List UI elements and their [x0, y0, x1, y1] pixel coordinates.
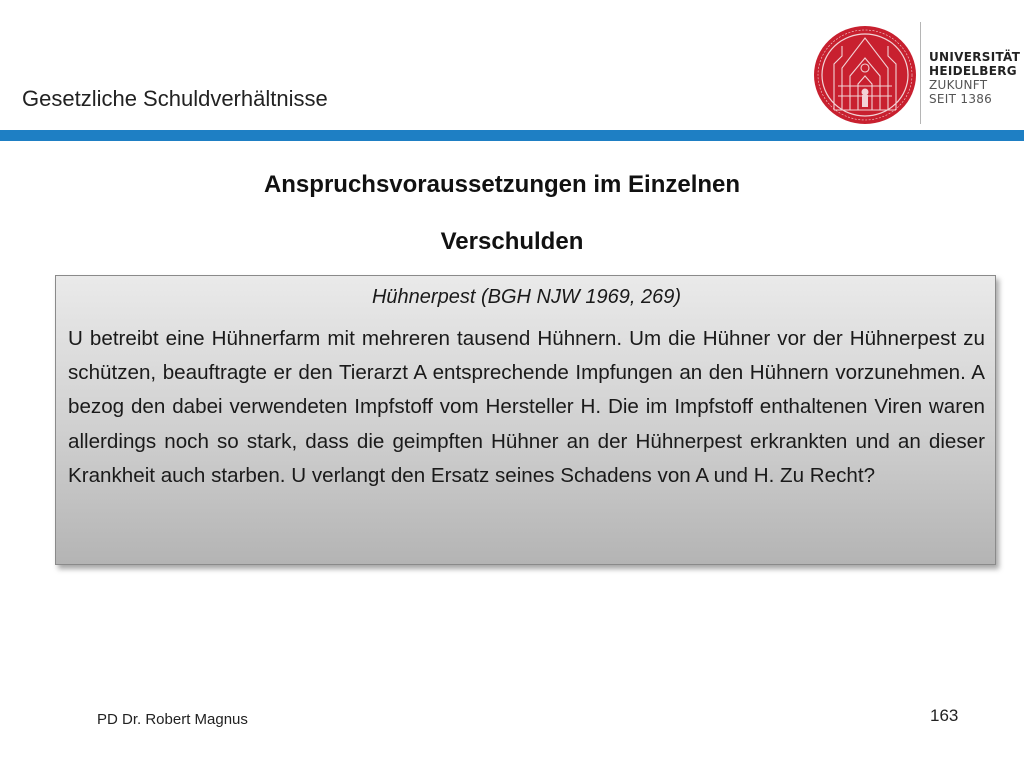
case-text: U betreibt eine Hühnerfarm mit mehreren tausend Hühnern. Um die Hühner vor der Hühnerpest zu schützen, beauftragte er den Tierarzt A entsprechende Impfungen an den Hühnern vorzunehmen. A bezog den dabei verwendeten Impfstoff vom Hersteller H. Die im Impfstoff enthaltenen Viren waren allerdings noch so stark, dass die geimpften Hühner an der Hühnerpest erkrankten und an dieser Krankheit auch starben. U verlangt den Ersatz seines Schadens von A und H. Zu Recht?: [68, 327, 985, 487]
logo-divider: [920, 22, 921, 124]
footer-author: PD Dr. Robert Magnus: [97, 711, 248, 728]
university-logo-text: [929, 50, 1020, 106]
logo-line-university: UNIVERSITÄT: [929, 50, 1021, 64]
logo-line-zukunft: ZUKUNFT: [929, 78, 988, 92]
slide-heading: Anspruchsvoraussetzungen im Einzelnen: [263, 171, 741, 198]
header-divider-bar: [0, 130, 1024, 141]
logo-line-seit: SEIT 1386: [929, 92, 993, 106]
header-title: Gesetzliche Schuldverhältnisse: [22, 86, 328, 111]
logo-line-heidelberg: HEIDELBERG: [929, 64, 1017, 78]
case-title: Hühnerpest (BGH NJW 1969, 269): [371, 286, 682, 308]
page-number: 163: [930, 706, 959, 725]
slide-subheading: Verschulden: [440, 228, 584, 255]
case-box: [55, 275, 996, 565]
university-seal-icon: [812, 24, 918, 126]
